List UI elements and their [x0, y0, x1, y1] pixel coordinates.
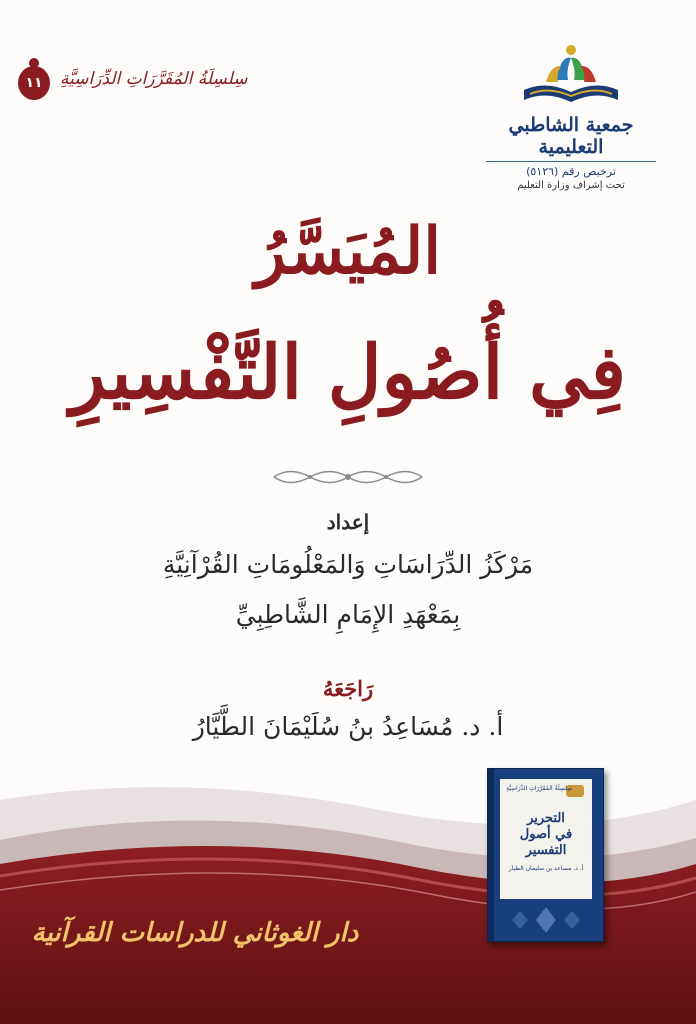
mini-book-author: أ. د. مساعد بن سليمان الطيار: [508, 865, 584, 872]
license-number: ترخيص رقم (٥١٢٦): [526, 165, 616, 178]
mini-series-title: سِلسِلَةُ المُقَرَّرَاتِ الدِّرَاسِيَّةِ: [506, 785, 573, 792]
center-name: مَرْكَزُ الدِّرَاسَاتِ وَالمَعْلُومَاتِ القُرْآنِيَّةِ: [162, 550, 534, 579]
mini-title-line2: في أصول التفسير: [519, 827, 573, 858]
association-name: جمعية الشاطبي التعليمية: [486, 114, 656, 162]
preparation-label: إعداد: [326, 510, 370, 534]
companion-book-image: [487, 768, 604, 942]
book-title-line1: المُيَسَّرُ: [255, 214, 441, 289]
series-badge: [18, 58, 50, 100]
open-book-icon: [516, 40, 626, 110]
series-number: ١١: [18, 66, 50, 100]
book-panel: [500, 779, 592, 899]
series-header: [18, 58, 247, 100]
ornament-divider-icon: [270, 464, 426, 490]
series-title: سِلسِلَةُ المُقَرَّرَاتِ الدِّرَاسِيَّةِ: [60, 69, 248, 89]
mini-book-title: [500, 811, 592, 859]
institute-name: بِمَعْهَدِ الإِمَامِ الشَّاطِبِيِّ: [235, 600, 461, 629]
publisher-name: دار الغوثاني للدراسات القرآنية: [31, 918, 359, 948]
geometric-pattern-icon: [500, 905, 592, 935]
association-logo: [486, 40, 656, 191]
reviewed-label: رَاجَعَهُ: [322, 676, 374, 701]
reviewer-name: أ. د. مُسَاعِدُ بنُ سُلَيْمَانَ الطَّيَّارُ: [192, 712, 504, 741]
book-spine: [488, 769, 494, 941]
mini-title-line1: التحرير: [527, 811, 565, 826]
ministry-supervision: تحت إشراف وزارة التعليم: [517, 180, 625, 191]
book-title-line2: فِي أُصُولِ التَّفْسِيرِ: [69, 330, 626, 416]
